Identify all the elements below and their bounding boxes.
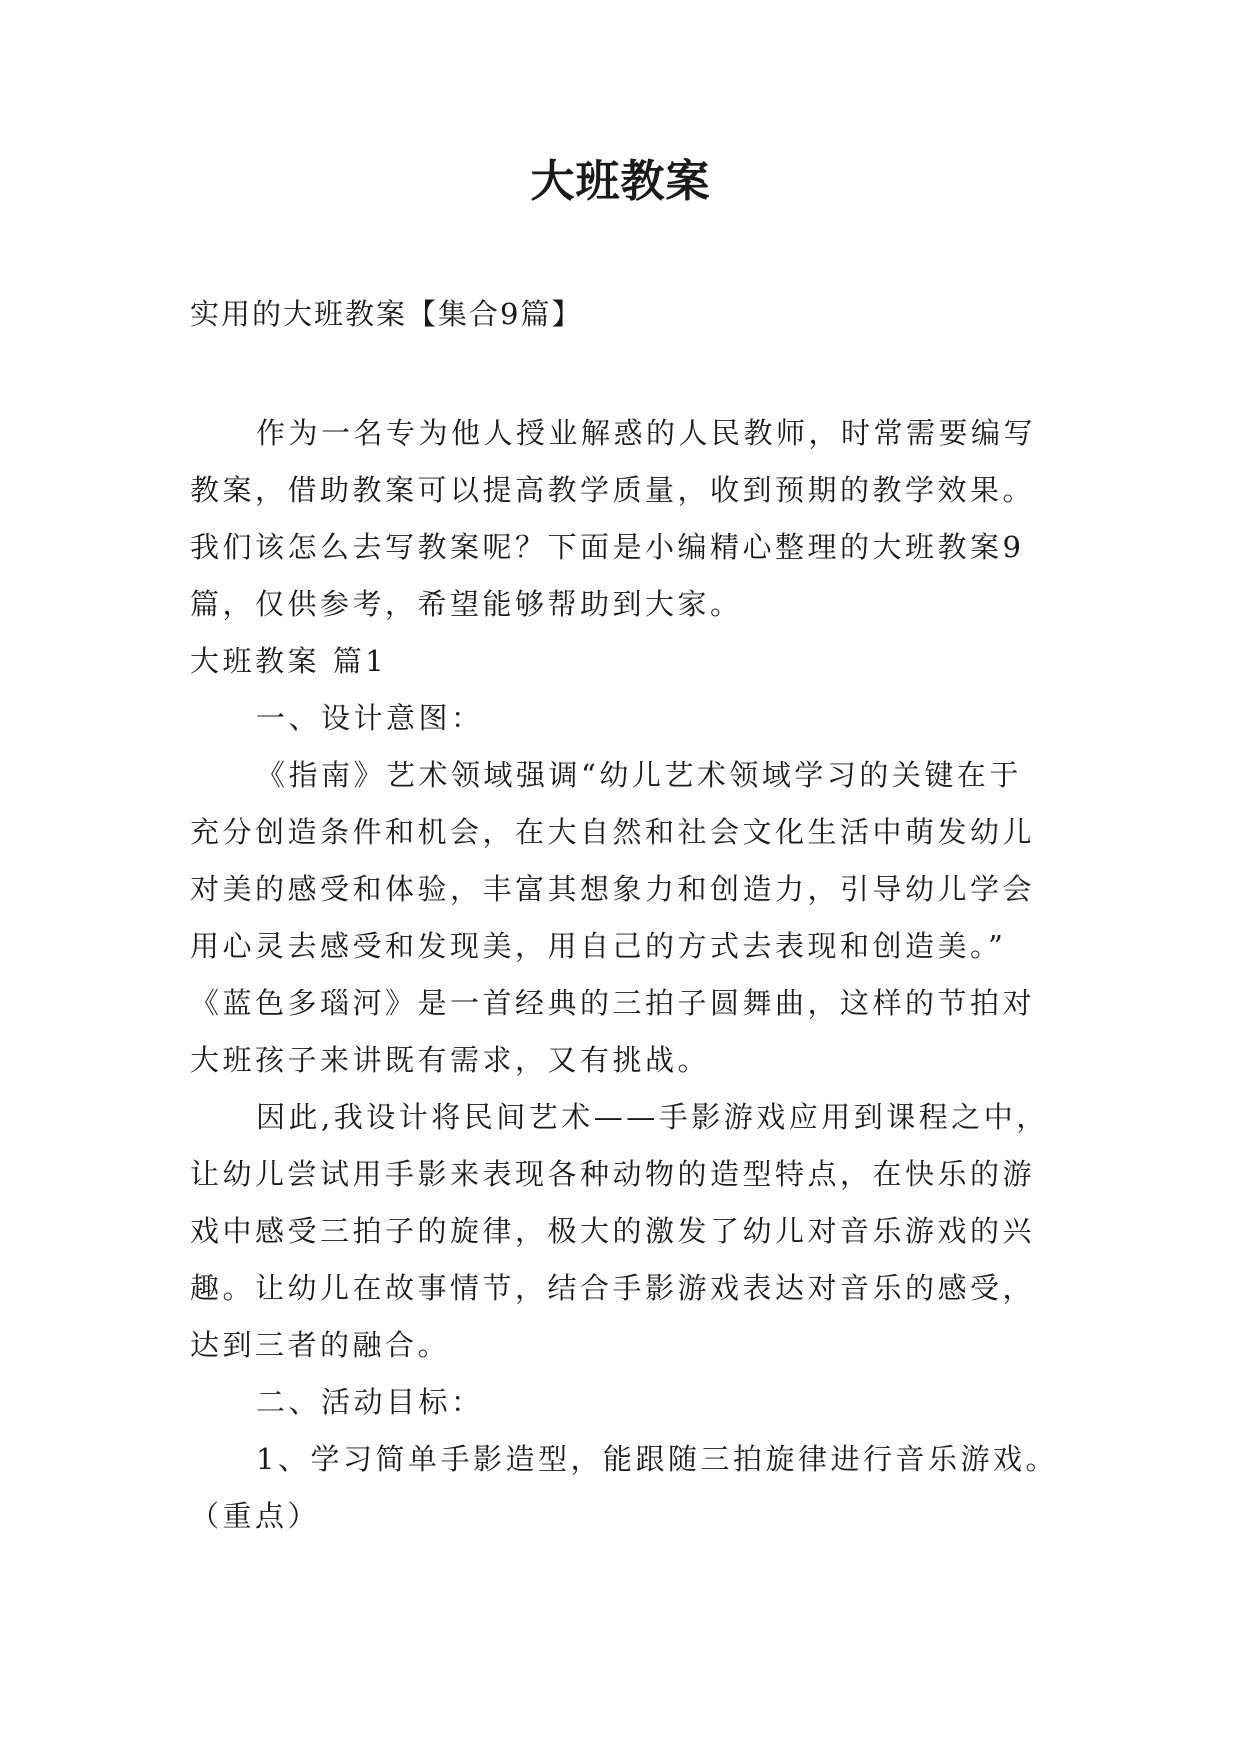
text-line: 篇，仅供参考，希望能够帮助到大家。	[190, 587, 743, 621]
text-line: 《蓝色多瑙河》是一首经典的三拍子圆舞曲，这样的节拍对	[190, 986, 1036, 1020]
section-heading: 大班教案 篇1	[190, 644, 388, 678]
intro-paragraph	[190, 405, 1090, 633]
text-line: 1、学习简单手影造型，能跟随三拍旋律进行音乐游戏。	[256, 1442, 1058, 1476]
design-heading: 一、设计意图：	[256, 701, 484, 735]
design-paragraph-1	[190, 747, 1090, 1089]
text-line: 因此,我设计将民间艺术——手影游戏应用到课程之中，	[256, 1100, 1049, 1134]
document-title: 大班教案	[530, 156, 711, 207]
text-line: 用心灵去感受和发现美，用自己的方式去表现和创造美。”	[190, 929, 1007, 963]
design-paragraph-2	[190, 1089, 1090, 1374]
text-line: （重点）	[190, 1499, 321, 1533]
text-line: 充分创造条件和机会，在大自然和社会文化生活中萌发幼儿	[190, 815, 1036, 849]
text-line: 趣。让幼儿在故事情节，结合手影游戏表达对音乐的感受，	[190, 1271, 1036, 1305]
text-line: 我们该怎么去写教案呢？下面是小编精心整理的大班教案9	[190, 530, 1025, 564]
text-line: 《指南》艺术领域强调“幼儿艺术领域学习的关键在于	[256, 758, 1022, 792]
text-line: 作为一名专为他人授业解惑的人民教师，时常需要编写	[256, 416, 1037, 450]
text-line: 对美的感受和体验，丰富其想象力和创造力，引导幼儿学会	[190, 872, 1036, 906]
text-line: 达到三者的融合。	[190, 1328, 451, 1362]
text-line: 教案，借助教案可以提高教学质量，收到预期的教学效果。	[190, 473, 1036, 507]
document-subtitle: 实用的大班教案【集合9篇】	[190, 297, 583, 331]
goals-heading: 二、活动目标：	[256, 1385, 484, 1419]
goal-item-1	[190, 1431, 1090, 1545]
text-line: 大班孩子来讲既有需求，又有挑战。	[190, 1043, 711, 1077]
text-line: 戏中感受三拍子的旋律，极大的激发了幼儿对音乐游戏的兴	[190, 1214, 1036, 1248]
document-body	[190, 405, 1090, 1545]
text-line: 让幼儿尝试用手影来表现各种动物的造型特点，在快乐的游	[190, 1157, 1036, 1191]
